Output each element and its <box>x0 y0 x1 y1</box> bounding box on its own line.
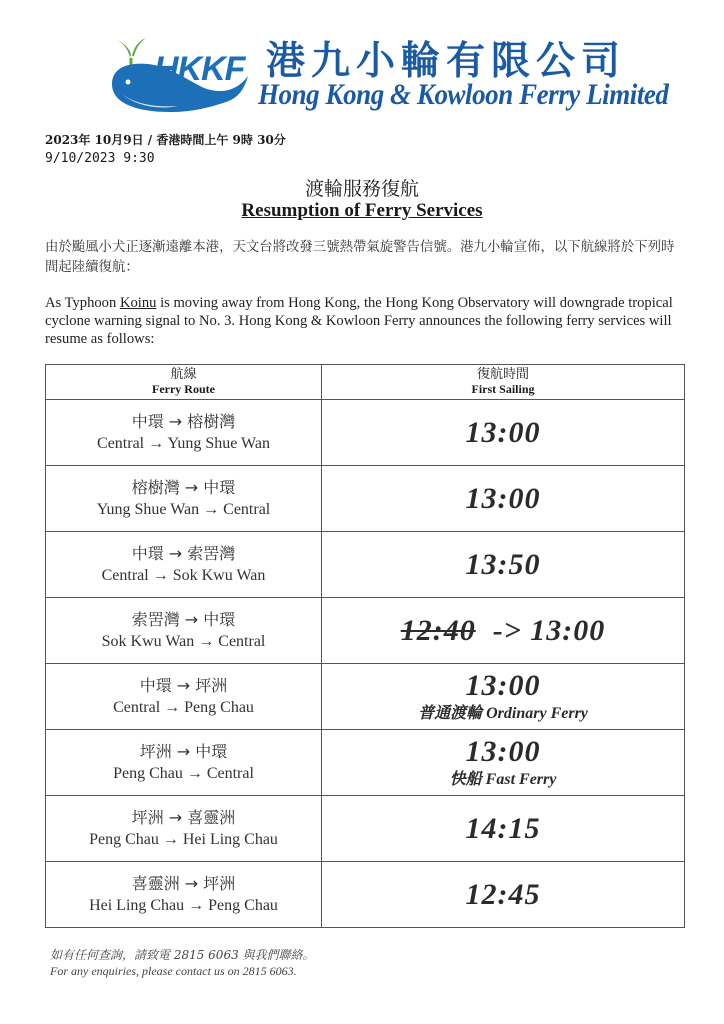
company-name-zh: 港九小輪有限公司 <box>266 39 627 84</box>
route-zh: 中環 → 索罟灣 <box>131 543 236 563</box>
first-sailing-time: 14:15 <box>465 811 541 845</box>
time-cell <box>322 730 685 796</box>
time-cell <box>322 796 685 862</box>
ferry-type-zh: 快船 <box>449 769 482 788</box>
ferry-type-zh: 普通渡輪 <box>418 703 483 722</box>
time-cell <box>322 598 685 664</box>
header-route-en: Ferry Route <box>152 382 215 396</box>
route-cell <box>46 730 322 796</box>
route-cell <box>46 466 322 532</box>
route-cell <box>46 664 322 730</box>
struck-old-time: 12:40 <box>400 613 476 647</box>
footer-enquiry-zh: 如有任何查詢，請致電 2815 6063 與我們聯絡。 <box>50 948 315 962</box>
title-zh: 渡輪服務復航 <box>304 178 419 200</box>
ferry-type-en: Fast Ferry <box>485 771 557 788</box>
first-sailing-time: 13:00 <box>465 669 541 702</box>
header-time-en: First Sailing <box>471 382 535 396</box>
header-route-zh: 航線 <box>170 367 197 382</box>
header-first-sailing <box>322 365 685 400</box>
route-en: Yung Shue Wan → Central <box>96 500 271 518</box>
ferry-schedule-table <box>45 364 685 928</box>
ferry-type-note <box>322 769 684 790</box>
table-row <box>46 400 685 466</box>
table-row <box>46 466 685 532</box>
table-row <box>46 532 685 598</box>
time-cell <box>322 664 685 730</box>
notice-en-part1: As Typhoon <box>45 295 120 311</box>
route-en: Hei Ling Chau → Peng Chau <box>89 896 278 914</box>
first-sailing-time: 12:45 <box>465 877 541 911</box>
new-time: -> 13:00 <box>492 613 606 647</box>
route-en: Central → Yung Shue Wan <box>97 434 270 452</box>
route-cell <box>46 532 322 598</box>
table-row <box>46 664 685 730</box>
route-zh: 中環 → 坪洲 <box>139 675 228 695</box>
route-en: Central → Sok Kwu Wan <box>101 566 266 584</box>
first-sailing-time: 13:00 <box>465 415 541 449</box>
route-zh: 榕樹灣 → 中環 <box>131 477 236 497</box>
route-cell <box>46 796 322 862</box>
ferry-type-en: Ordinary Ferry <box>486 705 588 722</box>
route-zh: 中環 → 榕樹灣 <box>131 411 236 431</box>
route-cell <box>46 862 322 928</box>
logo-wordmark: HKKF <box>154 50 245 88</box>
first-sailing-time: 13:50 <box>465 547 541 581</box>
time-cell <box>322 400 685 466</box>
table-row <box>46 862 685 928</box>
title-en: Resumption of Ferry Services <box>241 200 483 221</box>
time-cell <box>322 862 685 928</box>
table-row <box>46 796 685 862</box>
date-en: 9/10/2023 9:30 <box>45 151 155 166</box>
footer-enquiry-en: For any enquiries, please contact us on 2815 6063. <box>50 964 297 978</box>
time-cell <box>322 466 685 532</box>
route-cell <box>46 400 322 466</box>
ferry-type-note <box>322 703 684 724</box>
table-header-row <box>46 365 685 400</box>
notice-en-part2: is moving away from Hong Kong, the Hong Kong Observatory will downgrade tropical cyclone warning signal to No. 3. Hong Kong & Kowloon Ferry announces the following ferry services will resume as follows: <box>45 295 673 347</box>
table-row <box>46 730 685 796</box>
typhoon-name: Koinu <box>119 295 157 311</box>
first-sailing-time-revised <box>322 614 684 648</box>
route-en: Peng Chau → Hei Ling Chau <box>89 830 278 848</box>
first-sailing-time: 13:00 <box>465 735 541 768</box>
notice-zh: 由於颱風小犬正逐漸遠離本港，天文台將改發三號熱帶氣旋警告信號。港九小輪宣佈，以下航線將於下列時間起陸續復航： <box>45 240 675 275</box>
route-en: Sok Kwu Wan → Central <box>101 632 266 650</box>
header-time-zh: 復航時間 <box>476 367 529 382</box>
route-en: Central → Peng Chau <box>113 698 254 716</box>
hkkf-logo <box>108 28 258 124</box>
route-zh: 坪洲 → 喜靈洲 <box>131 807 236 827</box>
letterhead <box>108 28 669 124</box>
date-zh: 2023年 10月9日 / 香港時間上午 9時 30分 <box>45 133 286 147</box>
route-zh: 喜靈洲 → 坪洲 <box>131 873 236 893</box>
header-ferry-route <box>46 365 322 400</box>
route-zh: 索罟灣 → 中環 <box>131 609 236 629</box>
route-cell <box>46 598 322 664</box>
route-en: Peng Chau → Central <box>113 764 254 782</box>
first-sailing-time: 13:00 <box>465 481 541 515</box>
company-name-en: Hong Kong & Kowloon Ferry Limited <box>258 78 669 111</box>
notice-en <box>45 294 690 348</box>
route-zh: 坪洲 → 中環 <box>139 741 228 761</box>
time-cell <box>322 532 685 598</box>
table-row <box>46 598 685 664</box>
